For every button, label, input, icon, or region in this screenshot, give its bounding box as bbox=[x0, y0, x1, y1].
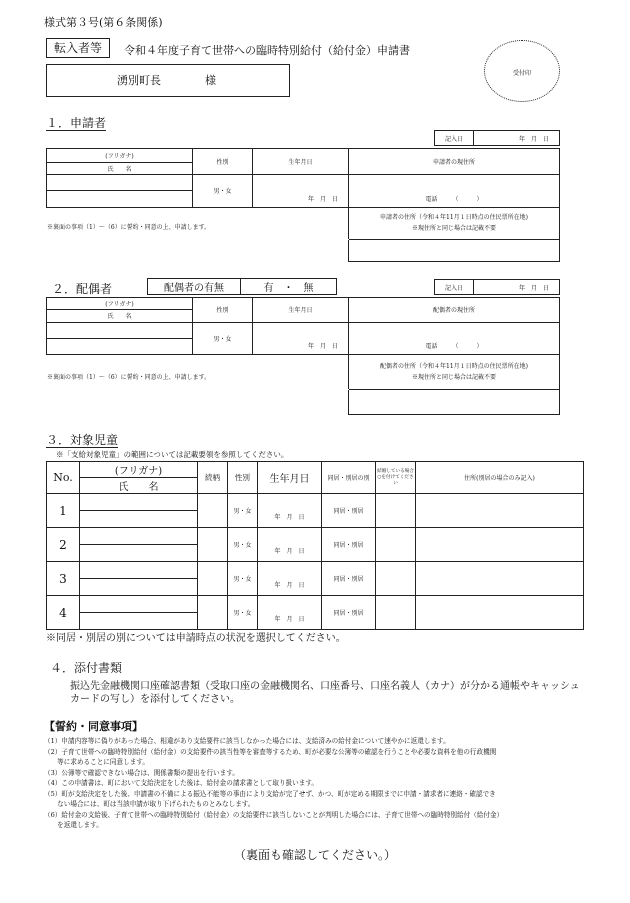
section1-entry-date bbox=[434, 130, 560, 146]
name-field[interactable] bbox=[47, 191, 193, 207]
child-relation-field[interactable] bbox=[198, 494, 228, 528]
furigana-label: (フリガナ) bbox=[47, 149, 193, 163]
child-address-field[interactable] bbox=[416, 494, 584, 528]
furigana-field[interactable] bbox=[47, 175, 193, 191]
section2-entry-date bbox=[434, 279, 560, 295]
consent-note: ※裏面の事項（1）～（6）に誓約・同意の上、申請します。 bbox=[47, 355, 349, 390]
entry-date-field[interactable]: 年 月 日 bbox=[474, 131, 560, 146]
child-dob-field[interactable]: 年 月 日 bbox=[258, 528, 322, 562]
child-no: 2 bbox=[47, 528, 80, 562]
child-name-field[interactable] bbox=[80, 613, 198, 630]
name-label: 氏 名 bbox=[47, 163, 193, 175]
prev-address-field[interactable] bbox=[349, 239, 560, 261]
child-name-field[interactable] bbox=[80, 545, 198, 562]
prev-address-header bbox=[349, 355, 560, 390]
child-cohab-field[interactable]: 同居・別居 bbox=[322, 562, 376, 596]
spouse-exists-choice[interactable]: 有 ・ 無 bbox=[241, 279, 337, 295]
child-cohab-field[interactable]: 同居・別居 bbox=[322, 494, 376, 528]
reception-stamp-circle bbox=[484, 40, 560, 102]
pledge-item: を返還します。 bbox=[44, 821, 103, 829]
footer-note: （裏面も確認してください。） bbox=[233, 848, 396, 862]
entry-date-label: 記入日 bbox=[435, 131, 474, 146]
gender-header: 性別 bbox=[193, 149, 253, 175]
pledge-item: 等に求めることに同意します。 bbox=[44, 758, 149, 766]
pledge-item: ない場合には、町は当該申請が取り下げられたものとみなします。 bbox=[44, 800, 255, 808]
entry-date-field[interactable]: 年 月 日 bbox=[474, 280, 560, 295]
spouse-table bbox=[46, 297, 560, 415]
applicant-table bbox=[46, 148, 560, 262]
child-furigana-field[interactable] bbox=[80, 596, 198, 613]
child-furigana-field[interactable] bbox=[80, 494, 198, 511]
furigana-field[interactable] bbox=[47, 322, 193, 338]
child-relation-field[interactable] bbox=[198, 528, 228, 562]
addressee-box: 湧別町長 様 bbox=[46, 64, 290, 97]
prev-address-title: 申請者の住所（令和４年11月１日時点の住民票所在地) bbox=[380, 214, 528, 222]
name-field[interactable] bbox=[47, 339, 193, 355]
section4-heading: ４．添付書類 bbox=[50, 661, 123, 675]
spouse-exists-label: 配偶者の有無 bbox=[148, 279, 241, 295]
header-cohab: 同居・別居の別 bbox=[322, 462, 376, 494]
child-no: 4 bbox=[47, 596, 80, 630]
form-number: 様式第３号(第６条関係) bbox=[44, 16, 163, 29]
name-label: 氏 名 bbox=[47, 310, 193, 322]
section1-heading-text: １．申請者 bbox=[46, 116, 107, 130]
header-name: 氏 名 bbox=[80, 478, 198, 494]
child-marked-field[interactable] bbox=[376, 528, 416, 562]
address-header: 申請者の現住所 bbox=[349, 149, 560, 175]
pledge-item: （6）給付金の支給後、子育て世帯への臨時特別給付（給付金）の支給要件に該当しないことが判明した場合には、子育て世帯への臨時特別給付（給付金） bbox=[44, 810, 504, 819]
prev-address-field[interactable] bbox=[349, 390, 560, 415]
child-dob-field[interactable]: 年 月 日 bbox=[258, 596, 322, 630]
prev-address-note: ※現住所と同じ場合は記載不要 bbox=[411, 225, 496, 233]
dob-field[interactable]: 年 月 日 bbox=[253, 175, 349, 207]
child-name-field[interactable] bbox=[80, 579, 198, 596]
dob-field[interactable]: 年 月 日 bbox=[253, 322, 349, 355]
spouse-exists-table bbox=[147, 278, 337, 295]
pledge-item: （2）子育て世帯への臨時特別給付（給付金）の支給要件の該当性等を審査等するため、町が必要な公簿等の確認を行うことや必要な資料を他の行政機関 bbox=[44, 747, 497, 756]
section3-note: ※「支給対象児童」の範囲については記載要領を参照してください。 bbox=[56, 450, 289, 459]
child-cohab-field[interactable]: 同居・別居 bbox=[322, 528, 376, 562]
cohab-footnote: ※同居・別居の別については申請時点の状況を選択してください。 bbox=[46, 633, 346, 644]
pledge-item: （1）申請内容等に偽りがあった場合、相違があり支給要件に該当しなかった場合には、支給済みの給付金について速やかに返還します。 bbox=[44, 737, 450, 745]
child-gender-field[interactable]: 男・女 bbox=[228, 494, 258, 528]
gender-field[interactable]: 男・女 bbox=[193, 175, 253, 207]
pledge-item: （4）この申請書は、町において支給決定をした後は、給付金の請求書として取り扱います。 bbox=[44, 779, 319, 787]
child-gender-field[interactable]: 男・女 bbox=[228, 596, 258, 630]
header-dob: 生年月日 bbox=[258, 462, 322, 494]
child-gender-field[interactable]: 男・女 bbox=[228, 562, 258, 596]
header-relation: 続柄 bbox=[198, 462, 228, 494]
child-dob-field[interactable]: 年 月 日 bbox=[258, 494, 322, 528]
furigana-label: (フリガナ) bbox=[47, 298, 193, 310]
child-furigana-field[interactable] bbox=[80, 528, 198, 545]
child-marked-field[interactable] bbox=[376, 562, 416, 596]
child-marked-field[interactable] bbox=[376, 596, 416, 630]
attachments-line1: 振込先金融機関口座確認書類（受取口座の金融機関名、口座番号、口座名義人（カナ）が分かる通帳やキャッシュ bbox=[70, 681, 580, 692]
child-furigana-field[interactable] bbox=[80, 562, 198, 579]
child-name-field[interactable] bbox=[80, 511, 198, 528]
child-address-field[interactable] bbox=[416, 596, 584, 630]
child-no: 1 bbox=[47, 494, 80, 528]
section1-heading bbox=[46, 114, 156, 131]
pledge-item: （3）公簿等で確認できない場合は、関係書類の提出を行います。 bbox=[44, 768, 239, 777]
pledge-heading: 【誓約・同意事項】 bbox=[44, 720, 143, 733]
child-no: 3 bbox=[47, 562, 80, 596]
stamp-label: 受付印 bbox=[512, 70, 531, 77]
header-address: 住所(別居の場合のみ記入) bbox=[416, 462, 584, 494]
header-furigana: (フリガナ) bbox=[80, 462, 198, 478]
document-title: 令和４年度子育て世帯への臨時特別給付（給付金）申請書 bbox=[124, 44, 410, 57]
prev-address-note: ※現住所と同じ場合は記載不要 bbox=[411, 374, 496, 382]
category-tag: 転入者等 bbox=[46, 38, 110, 58]
child-gender-field[interactable]: 男・女 bbox=[228, 528, 258, 562]
child-dob-field[interactable]: 年 月 日 bbox=[258, 562, 322, 596]
header-no: No. bbox=[47, 462, 80, 494]
pledge-item: （5）町が支給決定をした後、申請書の不備による振込不能等の事由により支給が完了せず、かつ、町が定める期限までに申請・請求者に連絡・確認でき bbox=[44, 789, 496, 798]
address-header: 配偶者の現住所 bbox=[349, 298, 560, 323]
child-relation-field[interactable] bbox=[198, 562, 228, 596]
child-marked-field[interactable] bbox=[376, 494, 416, 528]
prev-address-title: 配偶者の住所（令和４年11月１日時点の住民票所在地) bbox=[380, 363, 528, 371]
address-field[interactable]: 電話 （ ） bbox=[349, 322, 560, 355]
gender-header: 性別 bbox=[193, 298, 253, 323]
dob-header: 生年月日 bbox=[253, 149, 349, 175]
address-field[interactable]: 電話 （ ） bbox=[349, 175, 560, 207]
child-address-field[interactable] bbox=[416, 528, 584, 562]
header-gender: 性別 bbox=[228, 462, 258, 494]
child-relation-field[interactable] bbox=[198, 596, 228, 630]
pledge-list bbox=[44, 736, 592, 831]
gender-field[interactable]: 男・女 bbox=[193, 322, 253, 355]
header-marked: 結婚している場合○を付けてください bbox=[376, 462, 416, 494]
section3-heading bbox=[46, 431, 118, 448]
section2-heading bbox=[52, 280, 112, 297]
children-table bbox=[46, 461, 584, 630]
child-address-field[interactable] bbox=[416, 562, 584, 596]
attachments-line2: カードの写し）を添付してください。 bbox=[70, 694, 240, 705]
section2-heading-text: ２．配偶者 bbox=[52, 282, 113, 296]
dob-header: 生年月日 bbox=[253, 298, 349, 323]
prev-address-header bbox=[349, 207, 560, 239]
entry-date-label: 記入日 bbox=[435, 280, 474, 295]
child-cohab-field[interactable]: 同居・別居 bbox=[322, 596, 376, 630]
section3-heading-text: ３．対象児童 bbox=[46, 433, 119, 447]
consent-note: ※裏面の事項（1）～（6）に誓約・同意の上、申請します。 bbox=[47, 207, 349, 239]
